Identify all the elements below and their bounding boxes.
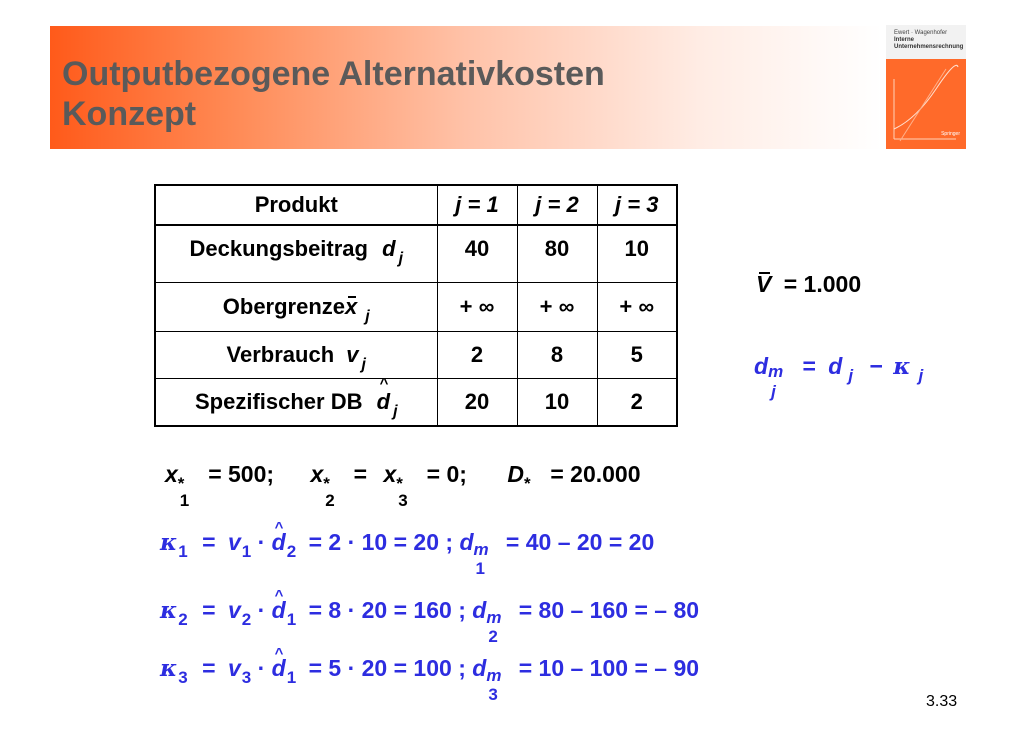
header-produkt: Produkt bbox=[155, 185, 437, 225]
minus-sign: − bbox=[869, 353, 883, 379]
symbol-sup-m: m bbox=[473, 540, 489, 559]
calc-result: = 10 – 100 = – 90 bbox=[518, 655, 700, 681]
table-cell: 10 bbox=[517, 379, 597, 427]
table-cell: 5 bbox=[597, 332, 677, 379]
symbol-sub: 2 bbox=[325, 491, 335, 510]
kappa-symbol: κ bbox=[160, 529, 178, 556]
dot-operator: · bbox=[257, 529, 266, 555]
symbol-sub: 1 bbox=[475, 559, 485, 578]
data-table bbox=[154, 184, 678, 427]
kappa-symbol: κ bbox=[160, 597, 178, 624]
equals-sign: = bbox=[202, 529, 216, 555]
symbol-sub: 3 bbox=[241, 668, 252, 687]
calc-line-1 bbox=[160, 528, 655, 578]
dot-operator: · bbox=[257, 597, 266, 623]
symbol-sub: j bbox=[365, 308, 370, 325]
book-cover-image bbox=[886, 25, 966, 149]
symbol-x1: x bbox=[165, 461, 178, 487]
header-j3: j = 3 bbox=[597, 185, 677, 225]
book-title-line1: Interne bbox=[894, 37, 915, 43]
star-sup: * bbox=[523, 474, 531, 493]
table-cell: 2 bbox=[597, 379, 677, 427]
symbol-v-bar: V bbox=[756, 271, 772, 297]
equals-sign: = bbox=[802, 353, 816, 379]
book-title-line2: Unternehmensrechnung bbox=[894, 44, 964, 50]
row-label-verbrauch bbox=[155, 332, 437, 379]
symbol-x3: x bbox=[383, 461, 397, 487]
title-banner bbox=[50, 26, 882, 149]
equals-sign: = bbox=[202, 597, 216, 623]
book-publisher: Springer bbox=[941, 131, 960, 137]
equals-sign: = bbox=[202, 655, 216, 681]
symbol-x2: x bbox=[310, 461, 324, 487]
symbol-v: v bbox=[227, 529, 241, 555]
table-row bbox=[155, 379, 677, 427]
calc-result: = 40 – 20 = 20 bbox=[505, 529, 655, 555]
table-cell: 10 bbox=[597, 225, 677, 283]
marginal-db-formula bbox=[754, 352, 924, 401]
symbol-v: v bbox=[346, 342, 359, 367]
symbol-d: d bbox=[382, 236, 396, 261]
symbol-sub: 3 bbox=[178, 668, 188, 687]
table-cell: + ∞ bbox=[517, 283, 597, 332]
symbol-sub: 1 bbox=[241, 542, 252, 561]
symbol-sub: j bbox=[848, 366, 854, 385]
table-cell: 8 bbox=[517, 332, 597, 379]
symbol-d-hat: ^ d bbox=[272, 654, 286, 682]
calc-expression: = 8 · 20 = 160 ; bbox=[308, 597, 466, 623]
D-value: = 20.000 bbox=[550, 461, 641, 487]
star-sup: * bbox=[396, 474, 403, 493]
symbol-d-hat: ^ d bbox=[377, 389, 390, 415]
symbol-sub: j bbox=[361, 356, 366, 373]
symbol-v: v bbox=[227, 597, 241, 623]
calc-result: = 80 – 160 = – 80 bbox=[518, 597, 700, 623]
dot-operator: · bbox=[257, 655, 266, 681]
symbol-sub: 2 bbox=[286, 542, 297, 561]
symbol-d: d bbox=[472, 597, 487, 623]
row-label-deckungsbeitrag bbox=[155, 225, 437, 283]
row-label-text: Verbrauch bbox=[226, 342, 335, 367]
header-j1: j = 1 bbox=[437, 185, 517, 225]
symbol-sub: j bbox=[393, 403, 398, 420]
solution-formula bbox=[165, 460, 641, 510]
symbol-sub: 2 bbox=[241, 610, 252, 629]
slide-title bbox=[62, 54, 605, 134]
symbol-sup-m: m bbox=[768, 362, 784, 381]
equals-sign: = bbox=[353, 461, 368, 487]
table-row bbox=[155, 283, 677, 332]
table-cell: 20 bbox=[437, 379, 517, 427]
calc-expression: = 2 · 10 = 20 ; bbox=[308, 529, 454, 555]
symbol-sub: j bbox=[398, 250, 404, 267]
symbol-D: D bbox=[507, 461, 524, 487]
table-header-row bbox=[155, 185, 677, 225]
slide-number: 3.33 bbox=[926, 693, 958, 710]
table-cell: 2 bbox=[437, 332, 517, 379]
book-authors: Ewert · Wagenhofer bbox=[894, 30, 948, 36]
symbol-d-hat: ^ d bbox=[272, 528, 286, 556]
kappa-symbol: κ bbox=[160, 655, 178, 682]
kappa-symbol: κ bbox=[893, 353, 911, 380]
slide-title-line2: Konzept bbox=[62, 95, 197, 133]
table-cell: 40 bbox=[437, 225, 517, 283]
symbol-sub: j bbox=[918, 366, 924, 385]
table-cell: + ∞ bbox=[437, 283, 517, 332]
symbol-d-hat: ^ d bbox=[272, 596, 286, 624]
book-cover-top bbox=[886, 25, 966, 59]
row-label-obergrenze bbox=[155, 283, 437, 332]
symbol-sub: 1 bbox=[178, 542, 188, 561]
symbol-sup-m: m bbox=[486, 666, 502, 685]
symbol-d: d bbox=[459, 529, 474, 555]
slide-title-line1: Outputbezogene Alternativkosten bbox=[62, 55, 605, 93]
table-row bbox=[155, 225, 677, 283]
row-label-text: Obergrenze bbox=[222, 294, 346, 319]
table-cell: 80 bbox=[517, 225, 597, 283]
star-sup: * bbox=[323, 474, 330, 493]
symbol-sub: 3 bbox=[488, 685, 498, 704]
symbol-d: d bbox=[472, 655, 487, 681]
calc-line-2 bbox=[160, 596, 700, 646]
symbol-d: d bbox=[828, 353, 843, 379]
calc-expression: = 5 · 20 = 100 ; bbox=[308, 655, 466, 681]
header-j2: j = 2 bbox=[517, 185, 597, 225]
symbol-sub: 2 bbox=[178, 610, 188, 629]
symbol-v: v bbox=[227, 655, 241, 681]
star-sup: * bbox=[177, 474, 185, 493]
symbol-sub: 3 bbox=[398, 491, 408, 510]
x1-value: = 500; bbox=[208, 461, 275, 487]
symbol-sub: 1 bbox=[179, 491, 190, 510]
x23-value: = 0; bbox=[426, 461, 467, 487]
symbol-sub: 2 bbox=[488, 627, 498, 646]
calc-line-3 bbox=[160, 654, 700, 704]
symbol-d: d bbox=[754, 353, 769, 379]
table-cell: + ∞ bbox=[597, 283, 677, 332]
row-label-text: Spezifischer DB bbox=[194, 389, 363, 414]
symbol-sub: 1 bbox=[286, 668, 297, 687]
row-label-spezifischer-db bbox=[155, 379, 437, 427]
capacity-formula bbox=[756, 270, 861, 298]
symbol-sup-m: m bbox=[486, 608, 502, 627]
row-label-text: Deckungsbeitrag bbox=[189, 236, 368, 261]
table-row bbox=[155, 332, 677, 379]
symbol-sub: 1 bbox=[286, 610, 297, 629]
symbol-x-bar: x bbox=[345, 294, 358, 319]
capacity-value: = 1.000 bbox=[783, 271, 862, 297]
symbol-sub: j bbox=[771, 382, 776, 401]
